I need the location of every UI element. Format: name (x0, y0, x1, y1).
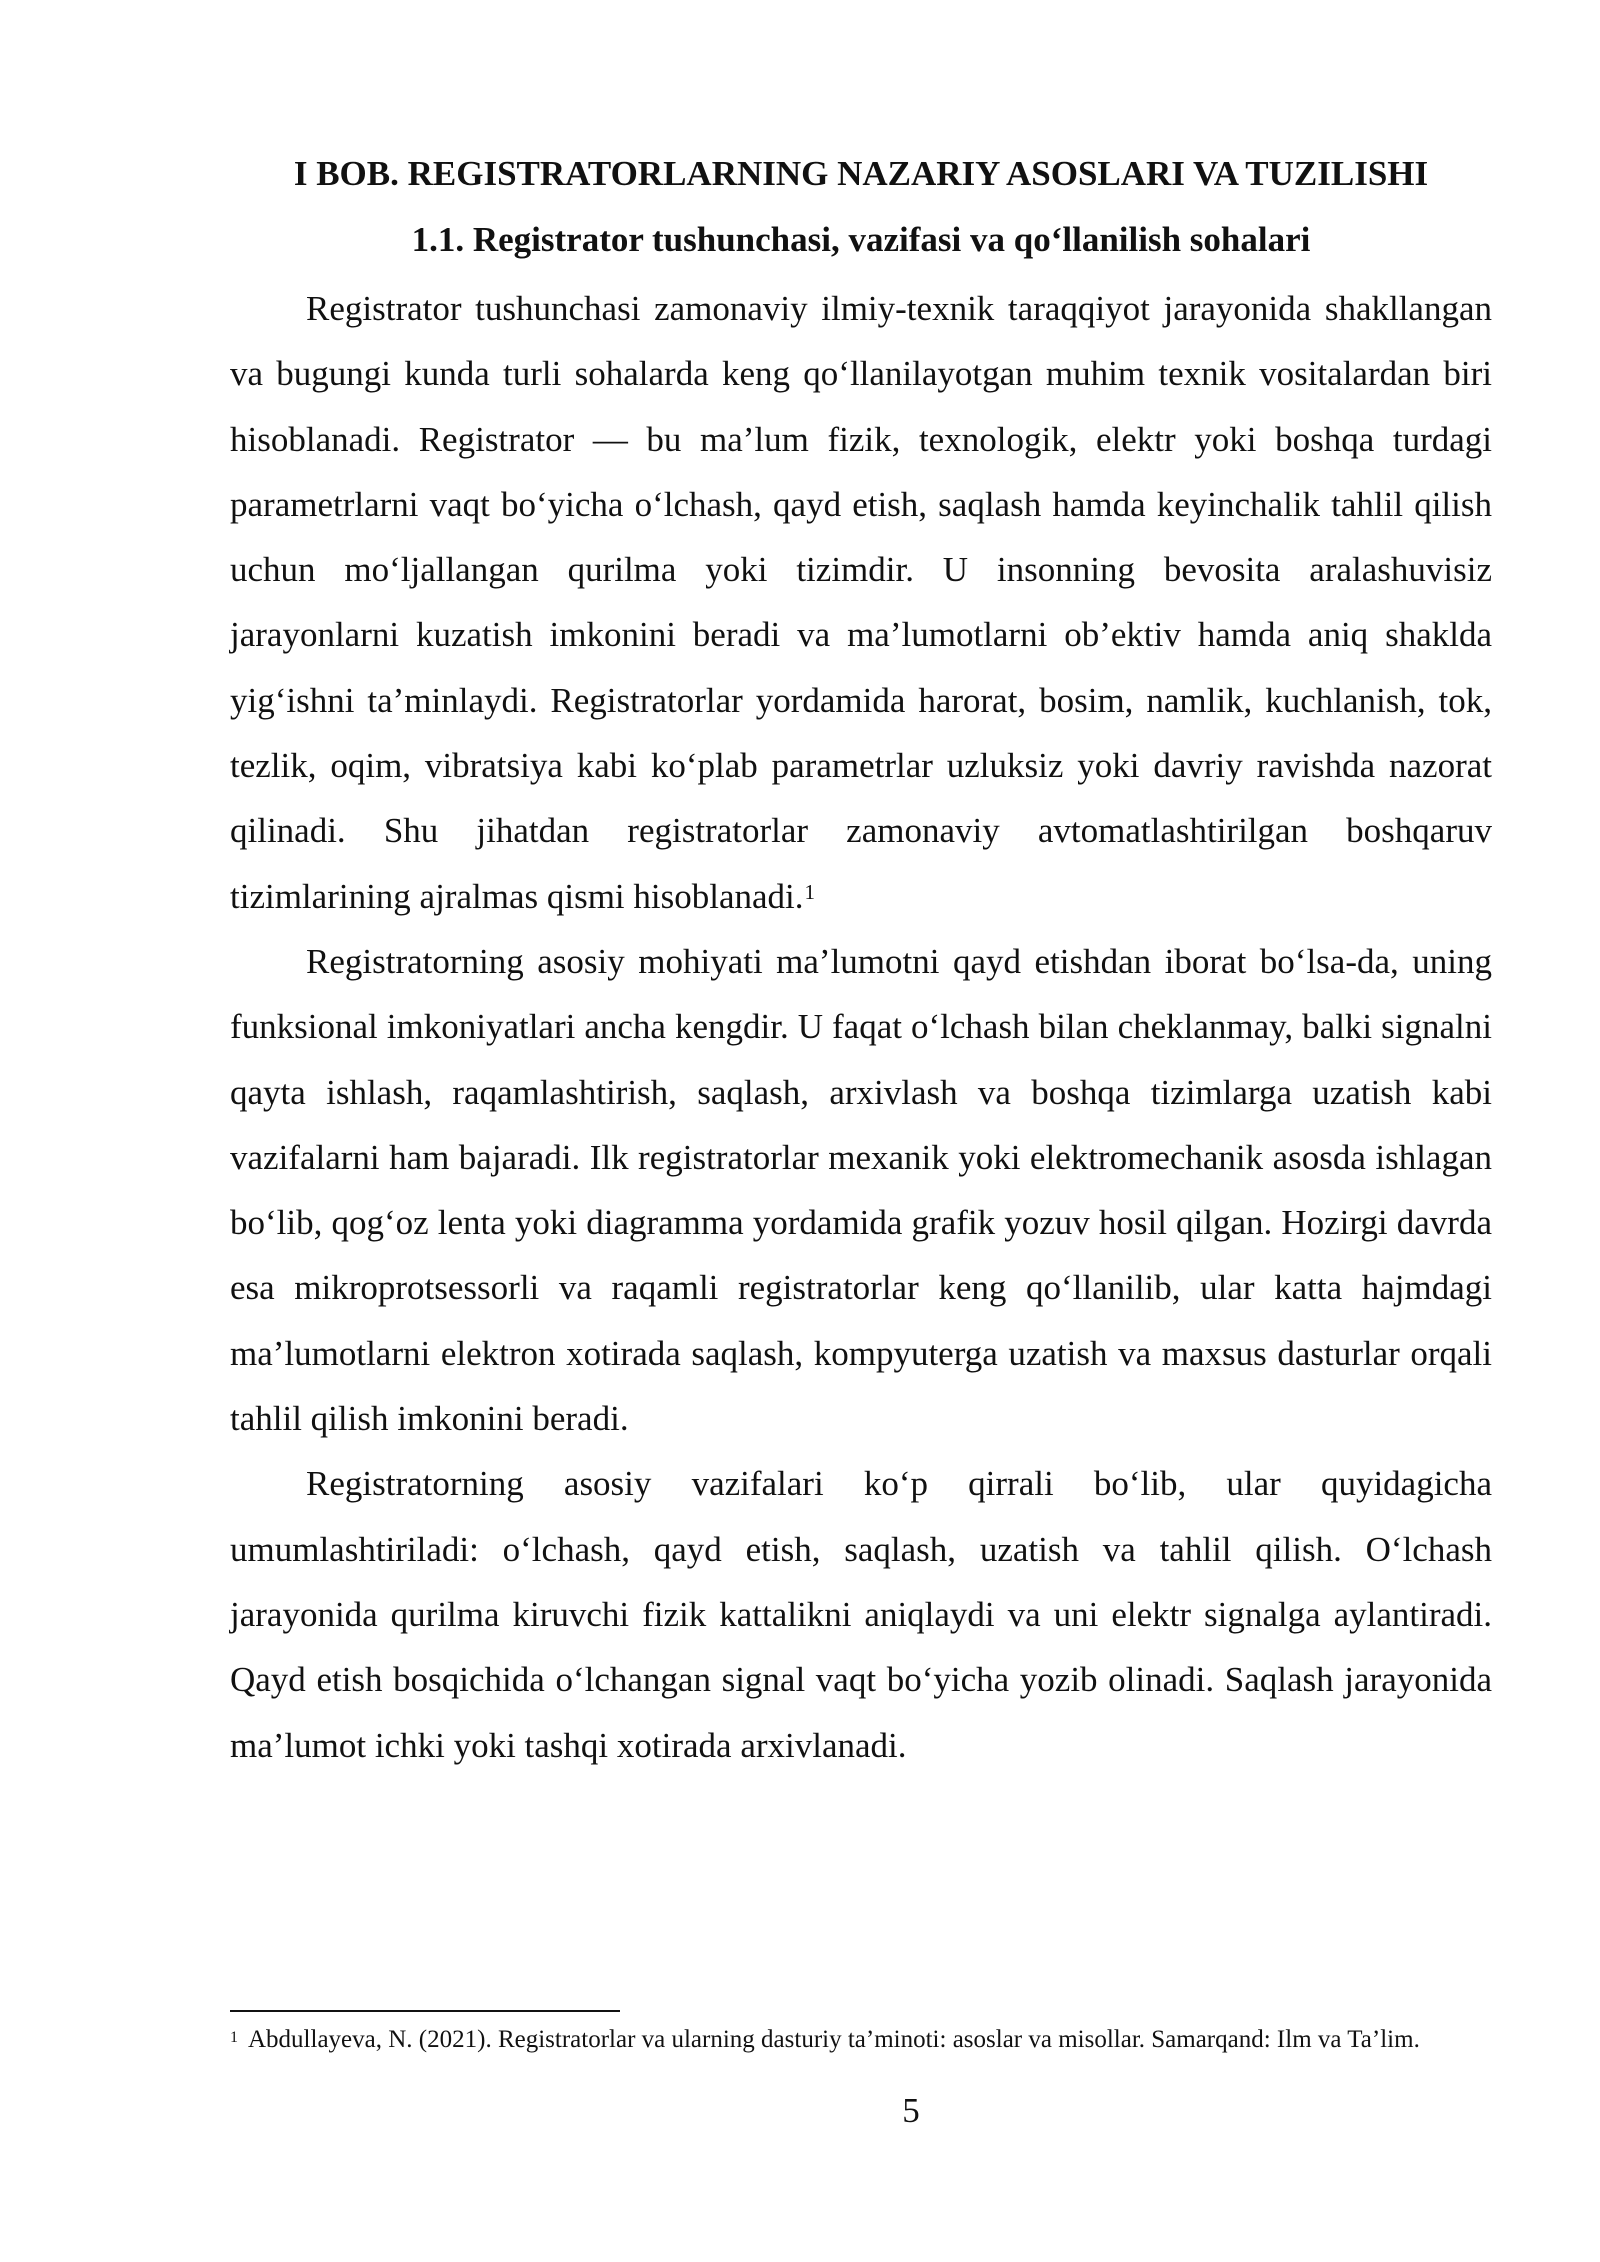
paragraph-text: Registratorning asosiy mohiyati ma’lumotni qayd etishdan iborat bo‘lsa-da, uning funksional imkoniyatlari ancha kengdir. U faqat o‘lchash bilan cheklanmay, balki signalni qayta ishlash, raqamlashtirish, saqlash, arxivlash va boshqa tizimlarga uzatish kabi vazifalarni ham bajaradi. Ilk registratorlar mexanik yoki elektromechanik asosda ishlagan bo‘lib, qog‘oz lenta yoki diagramma yordamida grafik yozuv hosil qilgan. Hozirgi davrda esa mikroprotsessorli va raqamli registratorlar keng qo‘llanilib, ular katta hajmdagi ma’lumotlarni elektron xotirada saqlash, kompyuterga uzatish va maxsus dasturlar orqali tahlil qilish imkonini beradi. (230, 941, 1492, 1439)
footnote-mark: 1 (230, 2029, 238, 2046)
body-text (230, 276, 1492, 1778)
footnote-reference[interactable]: 1 (804, 879, 816, 904)
paragraph-text: Registrator tushunchasi zamonaviy ilmiy-texnik taraqqiyot jarayonida shakllangan va bugungi kunda turli sohalarda keng qo‘llanilayotgan muhim texnik vositalardan biri hisoblanadi. Registrator — bu ma’lum fizik, texnologik, elektr yoki boshqa turdagi parametrlarni vaqt bo‘yicha o‘lchash, qayd etish, saqlash hamda keyinchalik tahlil qilish uchun mo‘ljallangan qurilma yoki tizimdir. U insonning bevosita aralashuvisiz jarayonlarni kuzatish imkonini beradi va ma’lumotlarni ob’ektiv hamda aniq shaklda yig‘ishni ta’minlaydi. Registratorlar yordamida harorat, bosim, namlik, kuchlanish, tok, tezlik, oqim, vibratsiya kabi ko‘plab parametrlar uzluksiz yoki davriy ravishda nazorat qilinadi. Shu jihatdan registratorlar zamonaviy avtomatlashtirilgan boshqaruv tizimlarining ajralmas qismi hisoblanadi. (230, 289, 1492, 916)
chapter-title: I BOB. REGISTRATORLARNING NAZARIY ASOSLARI VA TUZILISHI (293, 154, 1429, 193)
footnote-separator (230, 2010, 620, 2012)
paragraph-text: Registratorning asosiy vazifalari ko‘p qirrali bo‘lib, ular quyidagicha umumlashtiriladi: o‘lchash, qayd etish, saqlash, uzatish va tahlil qilish. O‘lchash jarayonida qurilma kiruvchi fizik kattalikni aniqlaydi va uni elektr signalga aylantiradi. Qayd etish bosqichida o‘lchangan signal vaqt bo‘yicha yozib olinadi. Saqlash jarayonida ma’lumot ichki yoki tashqi xotirada arxivlanadi. (230, 1464, 1492, 1765)
section-title: 1.1. Registrator tushunchasi, vazifasi va qo‘llanilish sohalari (411, 220, 1311, 259)
paragraph-2 (230, 929, 1492, 1451)
paragraph-1 (230, 276, 1492, 929)
paragraph-3 (230, 1451, 1492, 1777)
footnote-text: Abdullayeva, N. (2021). Registratorlar va ularning dasturiy ta’minoti: asoslar va misollar. Samarqand: Ilm va Ta’lim. (248, 2026, 1420, 2053)
page-number: 5 (902, 2091, 920, 2130)
footnote (230, 2024, 1492, 2056)
